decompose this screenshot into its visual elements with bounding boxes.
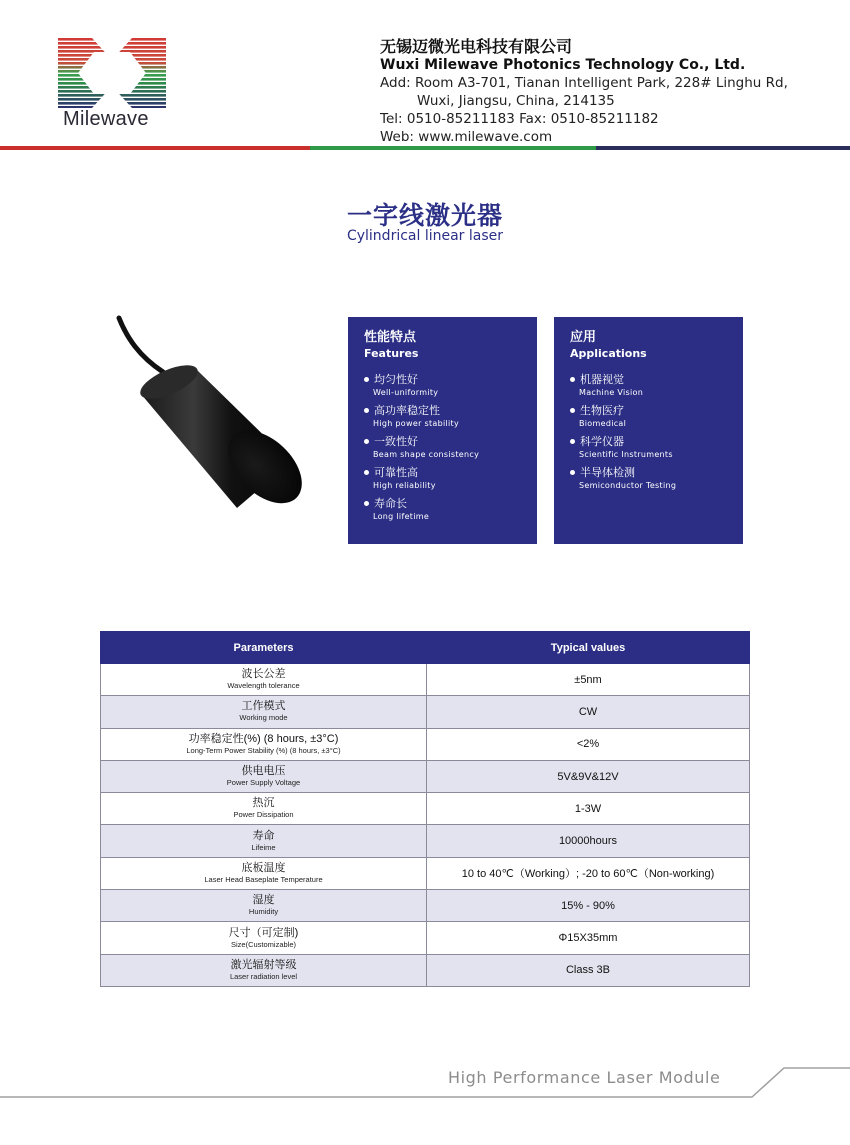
- company-name-cn: 无锡迈微光电科技有限公司: [380, 37, 573, 56]
- bullet-icon: [364, 408, 369, 413]
- milewave-logo: [58, 38, 166, 108]
- address-line-2: Wuxi, Jiangsu, China, 214135: [417, 93, 615, 109]
- list-item: 半导体检测 Semiconductor Testing: [570, 465, 743, 491]
- bullet-icon: [570, 408, 575, 413]
- list-item: 可靠性高 High reliability: [364, 465, 537, 491]
- website[interactable]: Web: www.milewave.com: [380, 129, 553, 145]
- features-heading-en: Features: [364, 347, 419, 360]
- table-row: 底板温度 Laser Head Baseplate Temperature 10 to 40℃（Working）; -20 to 60℃（Non-working): [101, 857, 750, 889]
- list-item: 生物医疗 Biomedical: [570, 403, 743, 429]
- logo-wordmark: Milewave: [63, 108, 149, 130]
- header-divider: [0, 146, 850, 150]
- bullet-icon: [570, 377, 575, 382]
- table-row: 工作模式 Working mode CW: [101, 696, 750, 728]
- table-row: 供电电压 Power Supply Voltage 5V&9V&12V: [101, 760, 750, 792]
- table-row: 湿度 Humidity 15% - 90%: [101, 890, 750, 922]
- table-header-row: [101, 632, 750, 664]
- bullet-icon: [364, 377, 369, 382]
- parameters-table: [100, 631, 750, 987]
- column-header-parameters: Parameters: [101, 632, 427, 664]
- address-line-1: Add: Room A3-701, Tianan Intelligent Park, 228# Linghu Rd,: [380, 75, 788, 91]
- table-row: 寿命 Lifeime 10000hours: [101, 825, 750, 857]
- bullet-icon: [570, 470, 575, 475]
- company-info: [380, 38, 788, 146]
- features-panel: [348, 317, 537, 544]
- product-title-cn: 一字线激光器: [346, 201, 503, 230]
- phone-fax: Tel: 0510-85211183 Fax: 0510-85211182: [380, 111, 659, 127]
- table-row: 功率稳定性(%) (8 hours, ±3°C) Long-Term Power Stability (%) (8 hours, ±3°C) <2%: [101, 728, 750, 760]
- list-item: 一致性好 Beam shape consistency: [364, 434, 537, 460]
- applications-heading-cn: 应用: [570, 330, 597, 345]
- bullet-icon: [364, 439, 369, 444]
- applications-panel: [554, 317, 743, 544]
- list-item: 科学仪器 Scientific Instruments: [570, 434, 743, 460]
- features-heading-cn: 性能特点: [364, 330, 417, 345]
- product-title-en: Cylindrical linear laser: [346, 228, 504, 244]
- list-item: 高功率稳定性 High power stability: [364, 403, 537, 429]
- laser-product-image: [105, 312, 305, 522]
- list-item: 机器视觉 Machine Vision: [570, 372, 743, 398]
- footer-divider: [0, 1060, 850, 1100]
- table-row: 激光辐射等级 Laser radiation level Class 3B: [101, 954, 750, 986]
- table-row: 尺寸（可定制) Size(Customizable) Φ15X35mm: [101, 922, 750, 954]
- table-row: 热沉 Power Dissipation 1-3W: [101, 793, 750, 825]
- applications-heading-en: Applications: [570, 347, 647, 360]
- bullet-icon: [364, 470, 369, 475]
- footer-tagline: High Performance Laser Module: [448, 1068, 721, 1087]
- table-row: 波长公差 Wavelength tolerance ±5nm: [101, 664, 750, 696]
- list-item: 寿命长 Long lifetime: [364, 496, 537, 522]
- column-header-values: Typical values: [427, 632, 750, 664]
- company-name-en: Wuxi Milewave Photonics Technology Co., Ltd.: [380, 57, 746, 73]
- bullet-icon: [364, 501, 369, 506]
- bullet-icon: [570, 439, 575, 444]
- list-item: 均匀性好 Well-uniformity: [364, 372, 537, 398]
